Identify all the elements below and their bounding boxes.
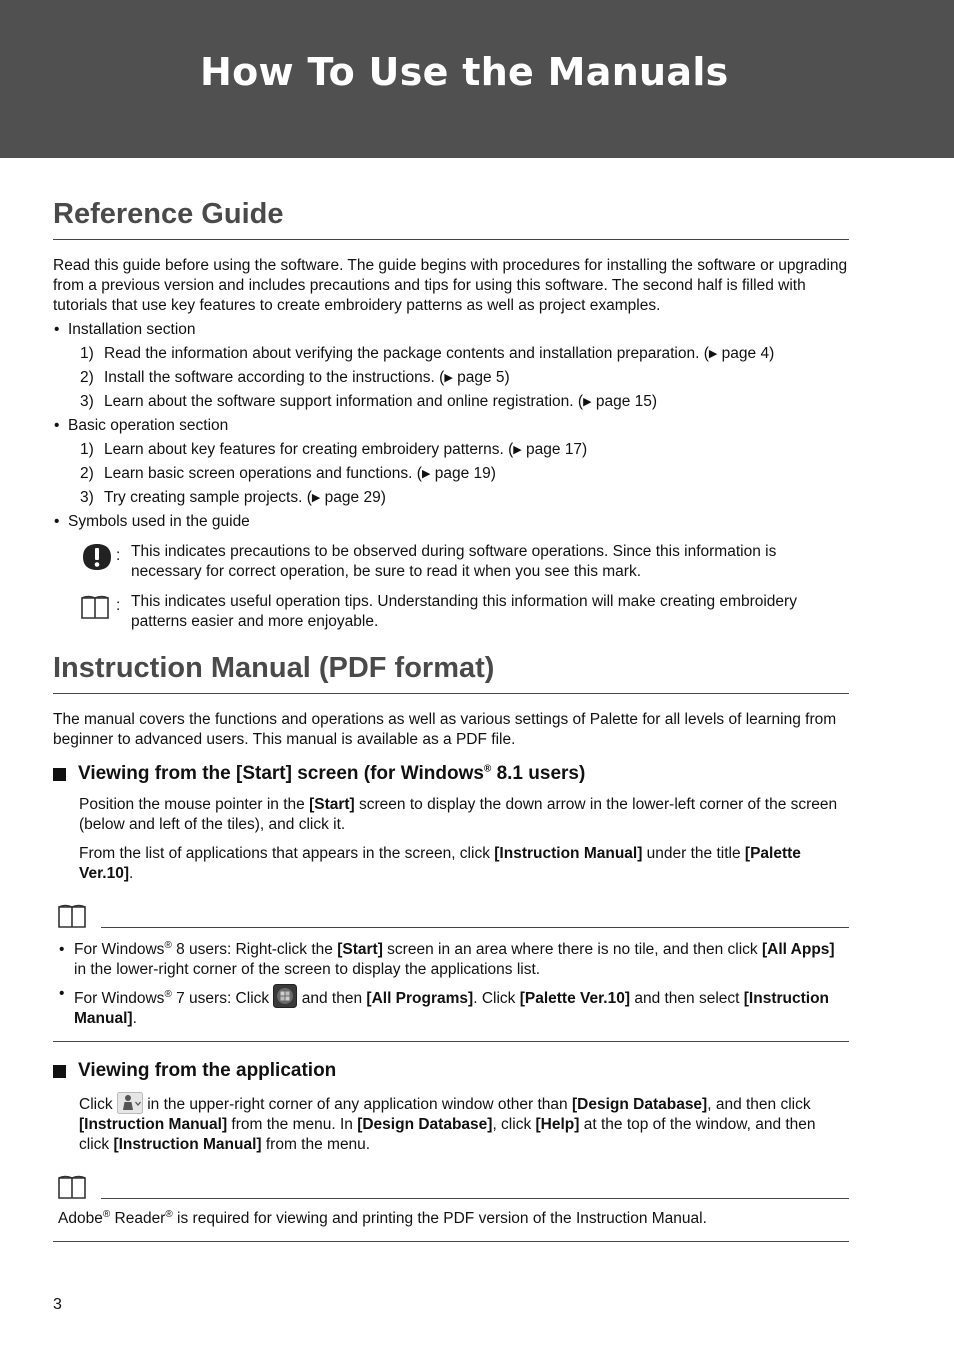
windows8-note: • For Windows® 8 users: Right-click the [Start] screen in an area where there is no tile, and then click [All Apps] in the lower-right corner of the screen to display the applications list. — [53, 940, 849, 980]
page-number: 3 — [53, 1296, 62, 1313]
triangle-right-icon: ▶ — [513, 444, 522, 456]
list-item: 3) Learn about the software support information and online registration. (▶ page 15) — [80, 393, 658, 410]
memo-header — [53, 1173, 849, 1201]
list-item: 1) Learn about key features for creating embroidery patterns. (▶ page 17) — [80, 441, 588, 458]
title-banner — [0, 0, 954, 158]
divider — [101, 1198, 849, 1199]
list-item: 1) Read the information about verifying the package contents and installation preparation. (▶ page 4) — [80, 345, 775, 362]
caution-description: This indicates precautions to be observed during software operations. Since this information is necessary for correct operation, be sure to read it when you see this mark. — [131, 543, 777, 580]
memo-symbol-row: : This indicates useful operation tips. Understanding this information will make creating embroidery patterns easier and more enjoyable. — [53, 592, 849, 632]
adobe-reader-note: Adobe® Reader® is required for viewing and printing the PDF version of the Instruction Manual. — [58, 1208, 707, 1227]
square-bullet-icon — [53, 768, 66, 781]
caution-icon — [80, 543, 116, 571]
reference-guide-intro: Read this guide before using the software. The guide begins with procedures for installing the software or upgrading from a previous version and includes precautions and tips for using this software. The second half is filled with tutorials that use key features to create embroidery patterns as well as project examples. — [53, 257, 848, 314]
from-application-heading: Viewing from the application — [53, 1059, 849, 1083]
triangle-right-icon: ▶ — [444, 372, 453, 384]
book-icon — [80, 593, 116, 621]
list-item: 2) Install the software according to the instructions. (▶ page 5) — [80, 369, 510, 386]
installation-section-label: • Installation section — [53, 320, 849, 340]
from-application-paragraph: Click in the upper-right corner of any application window other than [Design Database], and then click [Instruction Manual] from the menu. In [Design Database], click [Help] at the top of the window, and then click [Instruction Manual] from the menu. — [53, 1092, 849, 1155]
divider — [53, 1041, 849, 1042]
triangle-right-icon: ▶ — [311, 492, 321, 504]
content — [53, 196, 849, 1242]
square-bullet-icon — [53, 1065, 66, 1078]
triangle-right-icon: ▶ — [421, 468, 431, 480]
list-item: 2) Learn basic screen operations and functions. (▶ page 19) — [80, 465, 496, 482]
memo-description: This indicates useful operation tips. Understanding this information will make creating embroidery patterns easier and more enjoyable. — [131, 593, 797, 630]
list-item: 3) Try creating sample projects. (▶ page 29) — [80, 489, 386, 506]
memo-header — [53, 902, 849, 930]
page-title: How To Use the Manuals — [200, 50, 729, 94]
book-icon — [53, 902, 89, 930]
start-screen-paragraph-1: Position the mouse pointer in the [Start] screen to display the down arrow in the lower-left corner of the screen (below and left of the tiles), and click it. — [79, 796, 838, 833]
windows-start-button-icon — [273, 984, 297, 1008]
windows7-note: • For Windows® 7 users: Click and then [All Programs]. Click [Palette Ver.10] and then select [Instruction Manual]. — [53, 984, 849, 1029]
start-screen-paragraph-2: From the list of applications that appears in the screen, click [Instruction Manual] under the title [Palette Ver.10]. — [79, 845, 801, 882]
help-person-icon — [117, 1092, 143, 1114]
basic-operation-label: • Basic operation section — [53, 416, 849, 436]
reference-guide-heading: Reference Guide — [53, 196, 849, 240]
instruction-manual-intro: The manual covers the functions and operations as well as various settings of Palette for all levels of learning from beginner to advanced users. This manual is available as a PDF file. — [53, 711, 837, 748]
divider — [53, 1241, 849, 1242]
divider — [101, 927, 849, 928]
book-icon — [53, 1173, 89, 1201]
start-screen-heading: Viewing from the [Start] screen (for Windows® 8.1 users) — [53, 762, 849, 786]
instruction-manual-heading: Instruction Manual (PDF format) — [53, 650, 849, 694]
triangle-right-icon: ▶ — [708, 348, 718, 360]
symbols-label: • Symbols used in the guide — [53, 512, 849, 532]
triangle-right-icon: ▶ — [583, 396, 592, 408]
caution-symbol-row: : This indicates precautions to be observed during software operations. Since this information is necessary for correct operation, be sure to read it when you see this mark. — [53, 542, 849, 582]
